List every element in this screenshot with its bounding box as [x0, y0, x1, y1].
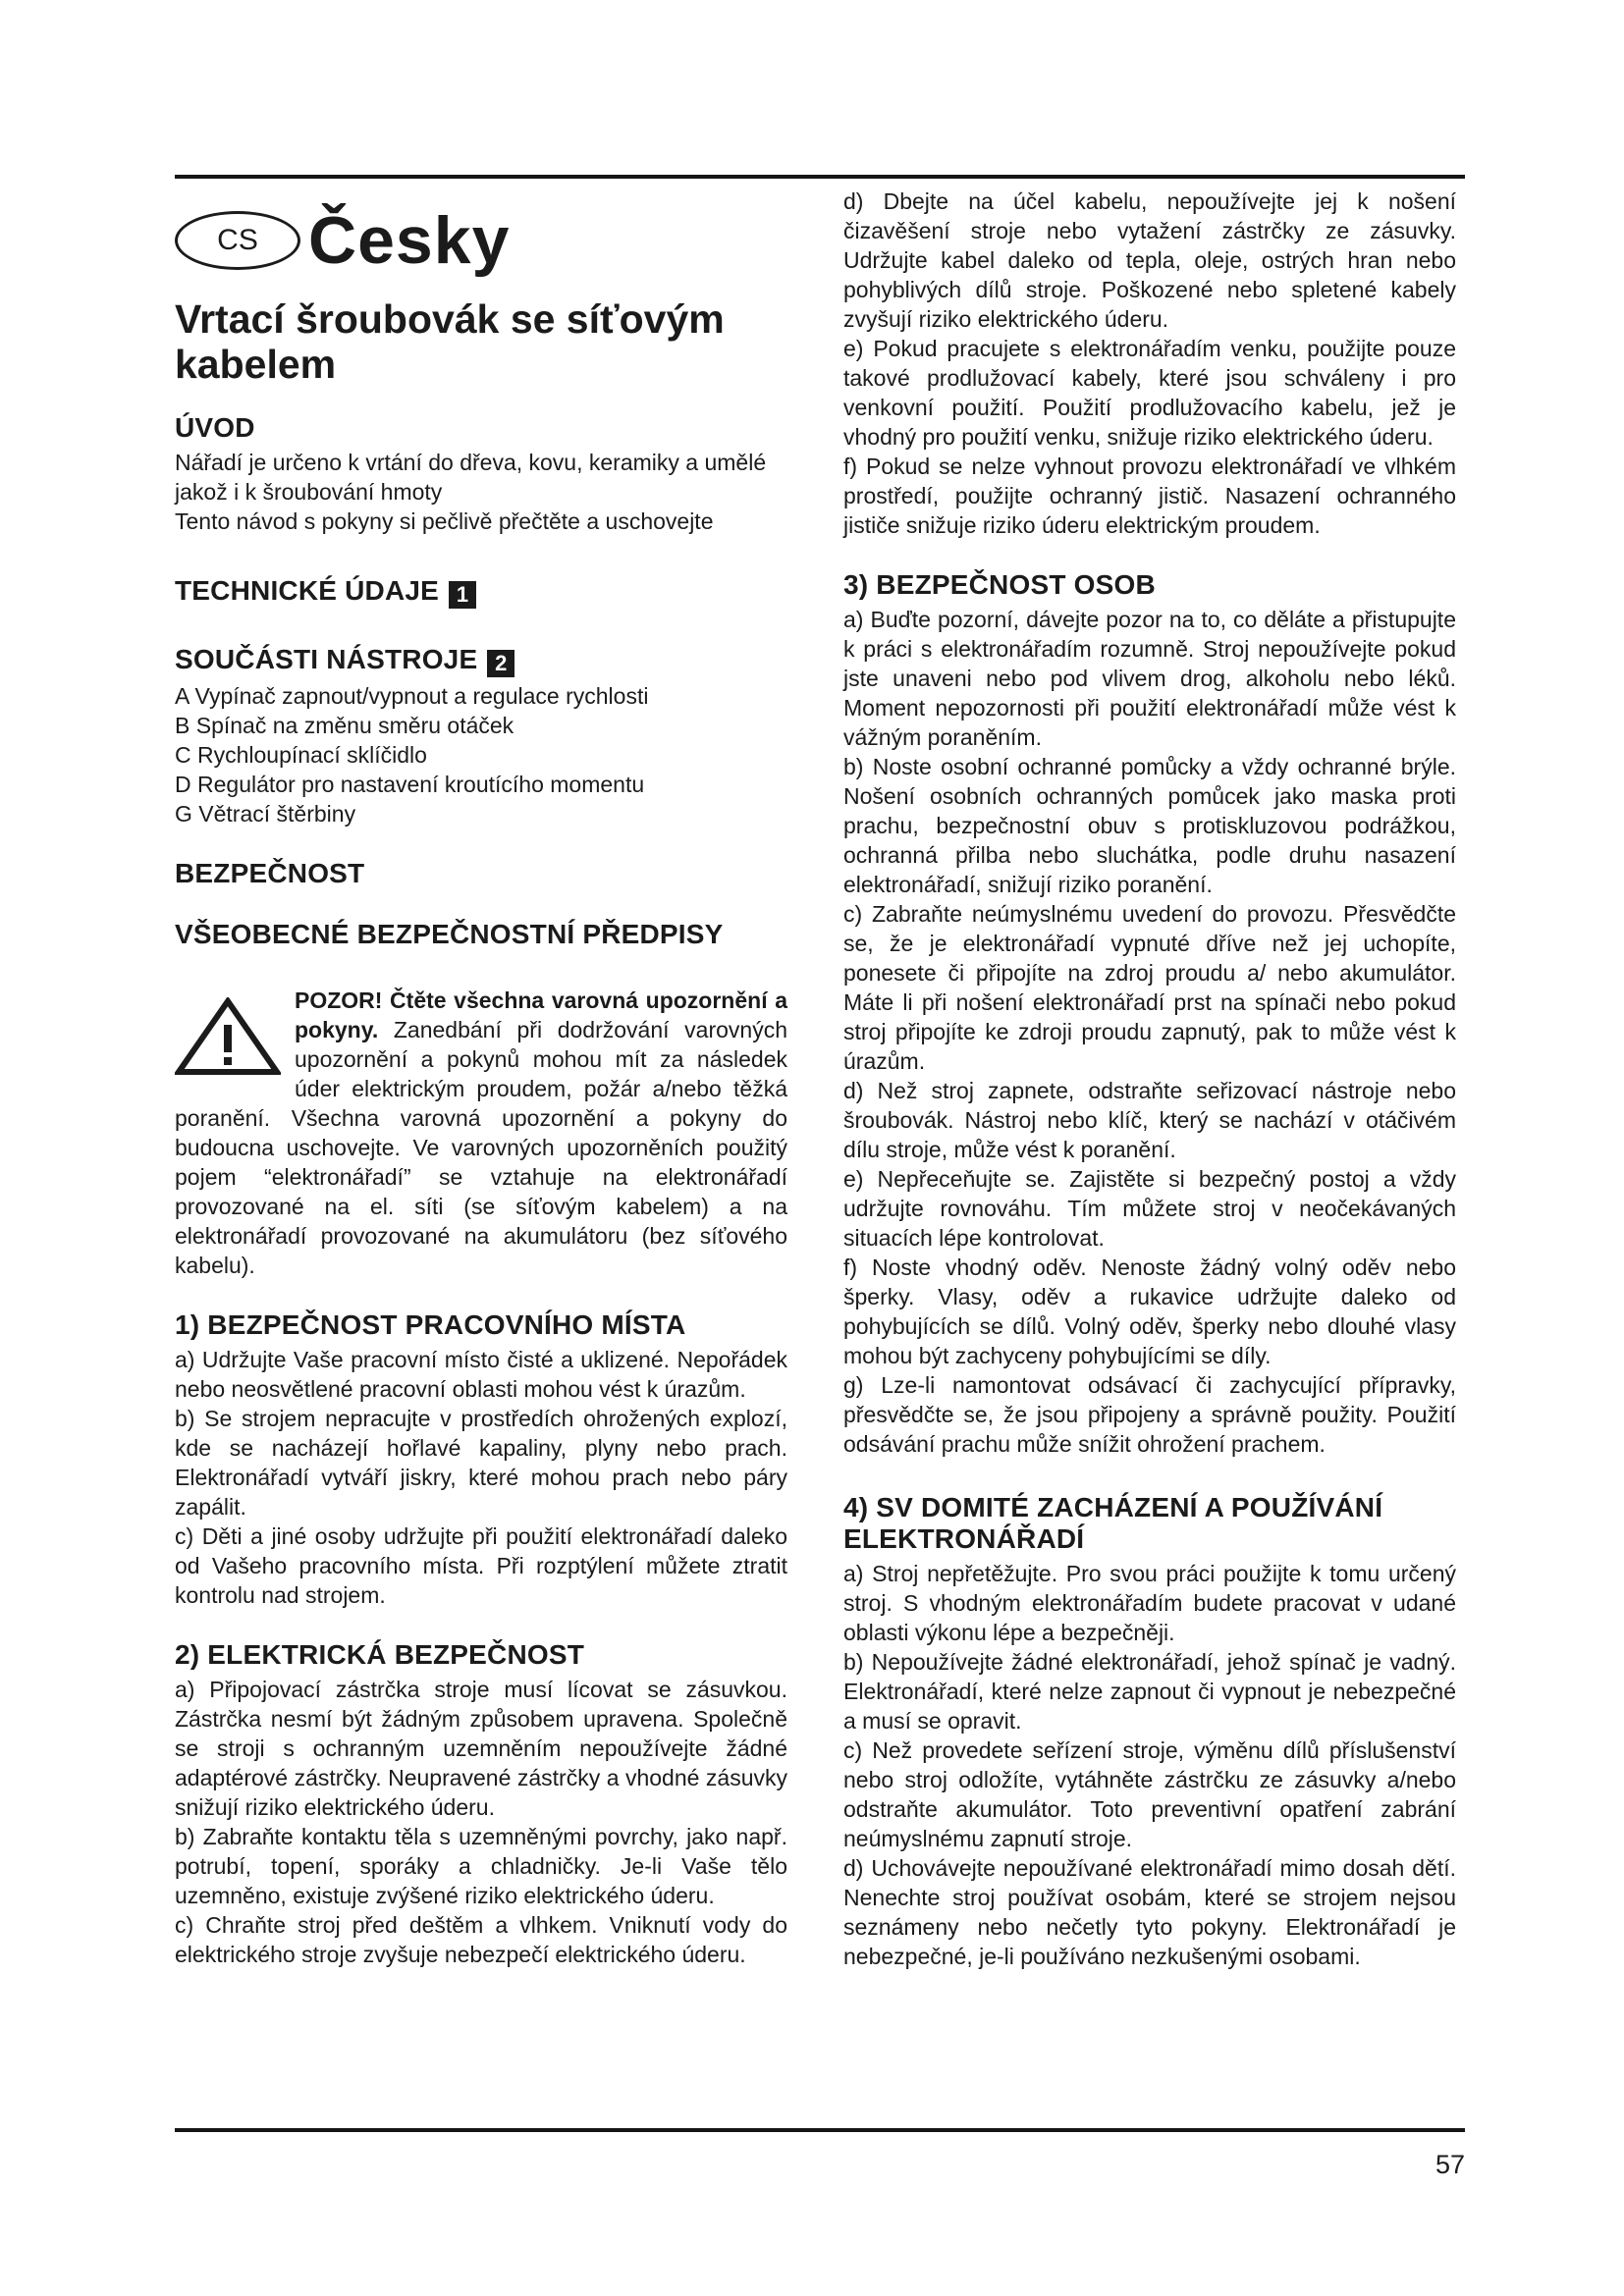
parts-heading-text: SOUČÁSTI NÁSTROJE [175, 644, 478, 674]
s3-f: f) Noste vhodný oděv. Nenoste žádný volný oděv nebo šperky. Vlasy, oděv a rukavice udržujte daleko od pohybujících se dílů. Volný oděv, šperky nebo dlouhé vlasy mohou být zachyceny pohybujícími se díly. [843, 1255, 1456, 1368]
s2-e: e) Pokud pracujete s elektronářadím venku, použijte pouze takové prodlužovací kabely, které jsou schváleny i pro venkovní použití. Použití prodlužovacího kabelu, jež je vhodný pro použití venku, snižuje riziko elektrického úderu. [843, 336, 1456, 450]
s4-d: d) Uchovávejte nepoužívané elektronářadí mimo dosah dětí. Nenechte stroj používat osobám, které se strojem nejsou seznámeny nebo nečetly tyto pokyny. Elektronářadí je nebezpečné, je-li používáno nezkušenými osobami. [843, 1855, 1456, 1969]
s4-b: b) Nepoužívejte žádné elektronářadí, jehož spínač je vadný. Elektronářadí, které nelze zapnout či vypnout je nebezpečné a musí se opravit. [843, 1649, 1456, 1734]
warning-lead: POZOR! Čtěte všechna varovná upozornění a pokyny. [295, 988, 787, 1042]
s2-heading: 2) ELEKTRICKÁ BEZPEČNOST [175, 1639, 585, 1670]
figure-1-badge: 1 [449, 581, 476, 609]
s2-f: f) Pokud se nelze vyhnout provozu elektronářadí ve vlhkém prostředí, použijte ochranný jistič. Nasazení ochranného jističe snižuje riziko úderu elektrickým proudem. [843, 454, 1456, 538]
s4-a: a) Stroj nepřetěžujte. Pro svou práci použijte k tomu určený stroj. S vhodným elektronářadím budete pracovat v udané oblasti výkonu lépe a bezpečněji. [843, 1561, 1456, 1645]
s3-a: a) Buďte pozorní, dávejte pozor na to, co děláte a přistupujte k práci s elektronářadím rozumně. Stroj nepoužívejte pokud jste unaveni nebo pod vlivem drog, alkoholu nebo léků. Moment nepozornosti při použití elektronářadí může vést k vážným poraněním. [843, 607, 1456, 750]
s3-e: e) Nepřeceňujte se. Zajistěte si bezpečný postoj a vždy udržujte rovnováhu. Tím můžete stroj v neočekávaných situacích lépe kontrolovat. [843, 1166, 1456, 1251]
s3-b: b) Noste osobní ochranné pomůcky a vždy ochranné brýle. Nošení osobních ochranných pomůcek jako maska proti prachu, bezpečnostní obuv s protiskluzovou podrážkou, ochranná přilba nebo sluchátka, podle druhu nasazení elektronářadí, snižují riziko poranění. [843, 754, 1456, 897]
language-header [175, 187, 787, 294]
language-name: Česky [308, 203, 511, 278]
parts-heading [175, 644, 787, 677]
uvod-heading: ÚVOD [175, 412, 255, 443]
s1-c: c) Děti a jiné osoby udržujte při použití elektronářadí daleko od Vašeho pracovního místa. Při rozptýlení můžete ztratit kontrolu nad strojem. [175, 1523, 787, 1608]
parts-item-b: B Spínač na změnu směru otáček [175, 713, 514, 738]
bezpecnost-heading: BEZPEČNOST [175, 858, 365, 888]
warning-triangle-icon [175, 997, 281, 1076]
s3-heading: 3) BEZPEČNOST OSOB [843, 569, 1156, 600]
uvod-p2: Tento návod s pokyny si pečlivě přečtěte a uschovejte [175, 508, 714, 534]
s3-g: g) Lze-li namontovat odsávací či zachycující přípravky, přesvědčte se, že jsou připojeny a správně použity. Použití odsávání prachu může snížit ohrožení prachem. [843, 1372, 1456, 1457]
parts-list [175, 681, 787, 828]
parts-item-a: A Vypínač zapnout/vypnout a regulace rychlosti [175, 683, 649, 709]
page-number: 57 [1435, 2150, 1465, 2179]
figure-2-badge: 2 [487, 650, 514, 677]
parts-item-d: D Regulátor pro nastavení kroutícího momentu [175, 772, 645, 797]
language-code-badge: CS [175, 211, 300, 270]
parts-item-g: G Větrací štěrbiny [175, 801, 356, 827]
s2-b: b) Zabraňte kontaktu těla s uzemněnými povrchy, jako např. potrubí, topení, sporáky a chladničky. Je-li Vaše tělo uzemněno, existuje zvýšené riziko elektrického úderu. [175, 1824, 787, 1908]
top-rule [175, 175, 1465, 179]
right-column [843, 187, 1456, 1971]
tech-heading-text: TECHNICKÉ ÚDAJE [175, 575, 440, 606]
s1-b: b) Se strojem nepracujte v prostředích ohrožených explozí, kde se nacházejí hořlavé kapaliny, plyny nebo prach. Elektronářadí vytváří jiskry, které mohou prach nebo páry zapálit. [175, 1406, 787, 1520]
s2-d: d) Dbejte na účel kabelu, nepoužívejte jej k nošení čizavěšení stroje nebo vytažení zástrčky ze zásuvky. Udržujte kabel daleko od tepla, oleje, ostrých hran nebo pohyblivých dílů stroje. Poškozené nebo spletené kabely zvyšují riziko elektrického úderu. [843, 188, 1456, 332]
warning-block [175, 986, 787, 1280]
s1-heading: 1) BEZPEČNOST PRACOVNÍHO MÍSTA [175, 1309, 686, 1340]
vseobecne-heading: VŠEOBECNÉ BEZPEČNOSTNÍ PŘEDPISY [175, 919, 724, 949]
warning-body: Zanedbání při dodržování varovných upozornění a pokynů mohou mít za následek úder elektrickým proudem, požár a/nebo těžká poranění. Všechna varovná upozornění a pokyny do budoucna uschovejte. Ve varovných upozorněních použitý pojem “elektronářadí” se vztahuje na elektronářadí provozované na el. síti (se síťovým kabelem) a na elektronářadí provozované na akumulátoru (bez síťového kabelu). [175, 1017, 787, 1278]
s3-c: c) Zabraňte neúmyslnému uvedení do provozu. Přesvědčte se, že je elektronářadí vypnuté dříve než jej uchopíte, ponesete či připojíte na zdroj proudu a/ nebo akumulátor. Máte li při nošení elektronářadí prst na spínači nebo pokud stroj připojíte ke zdroji proudu zapnutý, pak to může vést k úrazům. [843, 901, 1456, 1074]
tech-heading [175, 575, 787, 609]
s4-c: c) Než provedete seřízení stroje, výměnu dílů příslušenství nebo stroj odložíte, vytáhněte zástrčku ze zásuvky a/nebo odstraňte akumulátor. Toto preventivní opatření zabrání neúmyslnému zapnutí stroje. [843, 1737, 1456, 1851]
s3-d: d) Než stroj zapnete, odstraňte seřizovací nástroje nebo šroubovák. Nástroj nebo klíč, který se nachází v otáčivém dílu stroje, může vést k poranění. [843, 1078, 1456, 1162]
page-title: Vrtací šroubovák se síťovým kabelem [175, 296, 725, 387]
parts-item-c: C Rychloupínací sklíčidlo [175, 742, 427, 768]
s2-c: c) Chraňte stroj před deštěm a vlhkem. Vniknutí vody do elektrického stroje zvyšuje nebezpečí elektrického úderu. [175, 1912, 787, 1967]
left-column [175, 187, 787, 1969]
s4-heading: 4) SV DOMITÉ ZACHÁZENÍ A POUŽÍVÁNÍ ELEKTRONÁŘADÍ [843, 1492, 1383, 1554]
bottom-rule [175, 2128, 1465, 2132]
uvod-p1: Nářadí je určeno k vrtání do dřeva, kovu, keramiky a umělé jakož i k šroubování hmoty [175, 450, 767, 505]
s2-a: a) Připojovací zástrčka stroje musí lícovat se zásuvkou. Zástrčka nesmí být žádným způsobem upravena. Společně se stroji s ochranným uzemněním nepoužívejte žádné adaptérové zástrčky. Neupravené zástrčky a vhodné zásuvky snižují riziko elektrického úderu. [175, 1677, 787, 1820]
s1-a: a) Udržujte Vaše pracovní místo čisté a uklizené. Nepořádek nebo neosvětlené pracovní oblasti mohou vést k úrazům. [175, 1347, 787, 1402]
